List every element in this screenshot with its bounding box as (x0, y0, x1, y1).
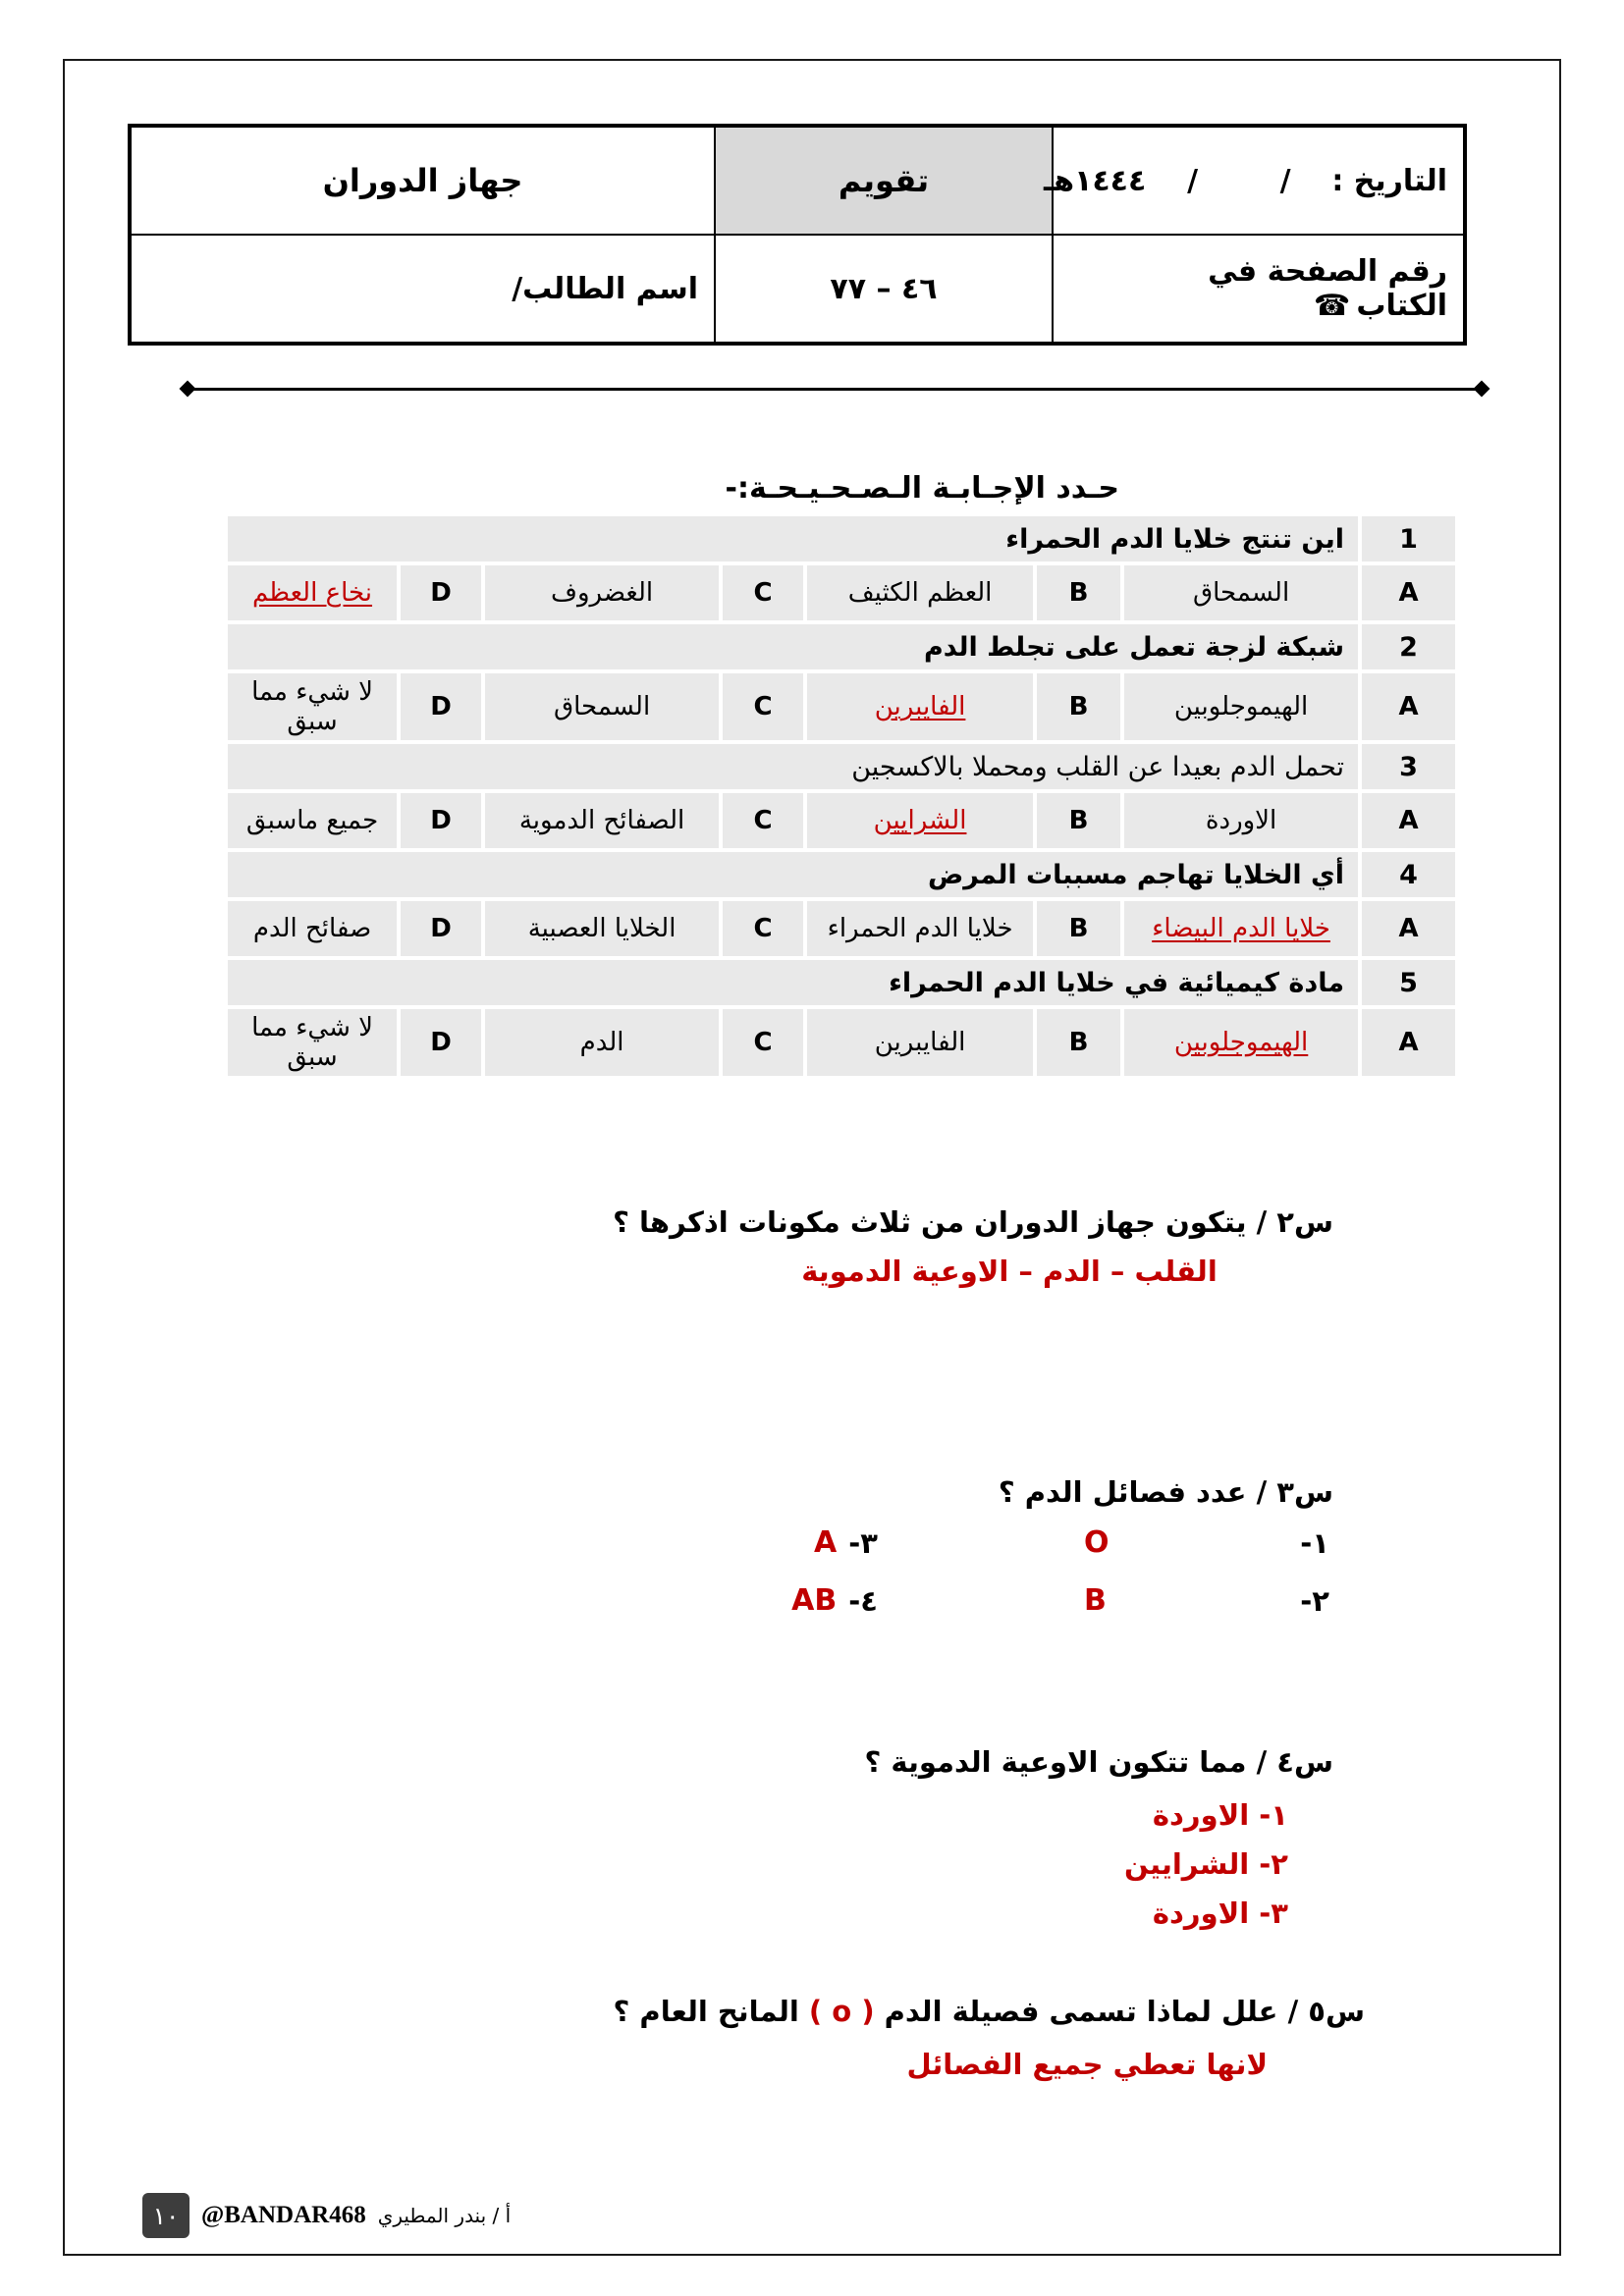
mcq-options-row (228, 793, 1455, 848)
question-4-label: س٤ / مما تتكون الاوعية الدموية ؟ (864, 1745, 1333, 1779)
student-name-field: اسم الطالب/ (130, 235, 715, 344)
option-letter-a: A (1362, 901, 1455, 956)
option-cell: خلايا الدم الحمراء (807, 901, 1033, 956)
blood-types-grid (731, 1525, 1329, 1618)
blood-type-item (731, 1583, 1035, 1618)
mcq-question-row (228, 852, 1455, 897)
item-value: O (1084, 1525, 1110, 1560)
option-cell: الغضروف (485, 565, 719, 620)
question-text: تحمل الدم بعيدا عن القلب ومحملا بالاكسجين (228, 744, 1358, 789)
option-letter-b: B (1037, 793, 1120, 848)
item-value: A (814, 1525, 838, 1560)
book-pages-value: ٤٦ – ٧٧ (715, 235, 1053, 344)
option-letter-d: D (401, 1009, 481, 1076)
list-item: ١- الاوردة (1152, 1798, 1288, 1832)
option-letter-a: A (1362, 673, 1455, 740)
question-text: شبكة لزجة تعمل على تجلط الدم (228, 624, 1358, 669)
item-value: AB (791, 1583, 838, 1618)
option-cell: لا شيء مما سبق (228, 1009, 397, 1076)
option-cell: الصفائح الدموية (485, 793, 719, 848)
blood-type-o-highlight: ( o ) (808, 1995, 875, 2028)
evaluation-label: تقويم (715, 126, 1053, 235)
mcq-question-row (228, 744, 1455, 789)
question-text: مادة كيميائية في خلايا الدم الحمراء (228, 960, 1358, 1005)
question-2-answer: القلب – الدم – الاوعية الدموية (801, 1255, 1218, 1288)
option-letter-d: D (401, 901, 481, 956)
list-item: ٢- الشرايين (1124, 1847, 1288, 1881)
question-2-block (613, 1205, 1333, 1288)
option-cell: الشرايين (807, 793, 1033, 848)
book-page-label: رقم الصفحة في الكتاب (1208, 254, 1447, 323)
book-page-field (1053, 235, 1465, 344)
option-letter-c: C (723, 793, 803, 848)
blood-type-item (1084, 1525, 1329, 1560)
option-letter-c: C (723, 901, 803, 956)
question-number: 5 (1362, 960, 1455, 1005)
list-item: ٣- الاوردة (1152, 1896, 1288, 1930)
diamond-left-icon (1474, 381, 1490, 398)
option-cell: جميع ماسبق (228, 793, 397, 848)
option-cell: الهيموجلوبين (1124, 1009, 1358, 1076)
mcq-question-row (228, 960, 1455, 1005)
option-letter-c: C (723, 673, 803, 740)
mcq-section-title: حـدد الإجـابـة الـصـحـيـحـة:- (725, 471, 1119, 506)
question-2-label: س٢ / يتكون جهاز الدوران من ثلاث مكونات اذكرها ؟ (613, 1205, 1333, 1239)
date-field: التاريخ : / / ١٤٤٤هـ (1053, 126, 1465, 235)
mcq-options-row (228, 901, 1455, 956)
option-cell: الخلايا العصبية (485, 901, 719, 956)
option-cell: السمحاق (1124, 565, 1358, 620)
question-number: 2 (1362, 624, 1455, 669)
option-letter-d: D (401, 793, 481, 848)
credit-name: أ / بندر المطيري (377, 2204, 512, 2227)
mcq-question-row (228, 516, 1455, 561)
item-number: ٤- (848, 1583, 878, 1618)
question-number: 4 (1362, 852, 1455, 897)
question-5-label: س٥ / علل لماذا تسمى فصيلة الدم ( o ) المانح العام ؟ (613, 1995, 1365, 2028)
credit-handle: @BANDAR468 (201, 2202, 366, 2228)
option-letter-a: A (1362, 1009, 1455, 1076)
mcq-table (224, 512, 1459, 1080)
question-5-answer: لانها تعطي جميع الفصائل (906, 2048, 1269, 2081)
question-3-label: س٣ / عدد فصائل الدم ؟ (998, 1475, 1333, 1509)
option-cell: الفايبرين (807, 1009, 1033, 1076)
mcq-question-row (228, 624, 1455, 669)
option-cell: الهيموجلوبين (1124, 673, 1358, 740)
question-number: 3 (1362, 744, 1455, 789)
mcq-options-row (228, 673, 1455, 740)
question-text: أي الخلايا تهاجم مسببات المرض (228, 852, 1358, 897)
blood-type-item (1084, 1583, 1329, 1618)
option-letter-a: A (1362, 793, 1455, 848)
option-letter-c: C (723, 565, 803, 620)
item-number: ٣- (848, 1525, 878, 1560)
mcq-options-row (228, 565, 1455, 620)
option-cell: السمحاق (485, 673, 719, 740)
option-letter-b: B (1037, 901, 1120, 956)
subject-title: جهاز الدوران (130, 126, 715, 235)
option-letter-b: B (1037, 1009, 1120, 1076)
option-letter-b: B (1037, 673, 1120, 740)
question-text: اين تنتج خلايا الدم الحمراء (228, 516, 1358, 561)
option-cell: صفائح الدم (228, 901, 397, 956)
item-number: ٢- (1300, 1583, 1329, 1618)
footer (142, 2193, 511, 2238)
question-4-answers (1124, 1798, 1288, 1946)
option-cell: العظم الكثيف (807, 565, 1033, 620)
divider-line (182, 383, 1488, 395)
question-5-block (614, 1995, 1365, 2081)
phone-icon: ☎ (1313, 289, 1351, 323)
option-cell: لا شيء مما سبق (228, 673, 397, 740)
item-number: ١- (1300, 1525, 1329, 1560)
option-cell: الاوردة (1124, 793, 1358, 848)
option-cell: الدم (485, 1009, 719, 1076)
option-letter-d: D (401, 565, 481, 620)
option-letter-c: C (723, 1009, 803, 1076)
question-number: 1 (1362, 516, 1455, 561)
blood-type-item (731, 1525, 1035, 1560)
option-letter-d: D (401, 673, 481, 740)
item-value: B (1084, 1583, 1107, 1618)
option-letter-a: A (1362, 565, 1455, 620)
header-row-top (130, 126, 1465, 235)
page-number-badge: ١٠ (142, 2193, 189, 2238)
header-row-bottom (130, 235, 1465, 344)
header-table (128, 124, 1467, 346)
option-letter-b: B (1037, 565, 1120, 620)
diamond-right-icon (180, 381, 196, 398)
option-cell: الفايبرين (807, 673, 1033, 740)
option-cell: نخاع العظم (228, 565, 397, 620)
mcq-options-row (228, 1009, 1455, 1076)
option-cell: خلايا الدم البيضاء (1124, 901, 1358, 956)
